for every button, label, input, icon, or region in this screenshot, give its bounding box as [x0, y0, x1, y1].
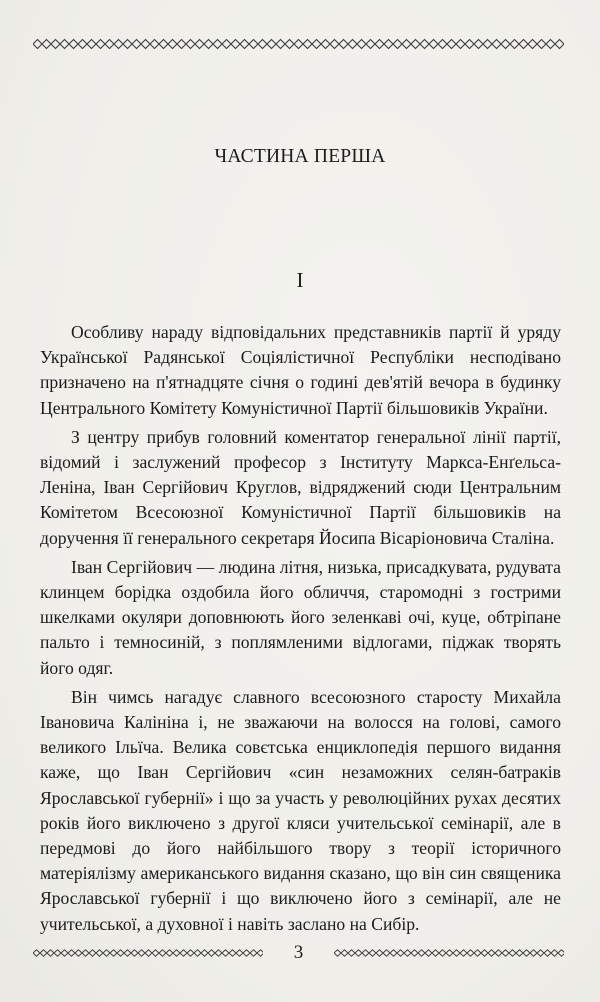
page-number: 3 — [293, 942, 304, 963]
top-border-ornament — [33, 37, 564, 51]
chapter-number: І — [296, 268, 304, 292]
body-text — [40, 320, 561, 937]
footer-ornament-right — [334, 948, 564, 958]
top-ornamental-border — [33, 37, 564, 51]
paragraph: З центру прибув головний коментатор генеральної лінії партії, відомий і заслужений професор з Інституту Маркса-Енґельса-Леніна, Іван Сергійович Круглов, відряджений сюди Центральним Комітетом Всесоюзної Комуністичної Партії більшовиків на доручення її генерального секретаря Йосипа Вісаріоновича Сталіна. — [40, 426, 561, 548]
part-heading: ЧАСТИНА ПЕРША — [214, 146, 386, 167]
paragraph: Іван Сергійович — людина літня, низька, присадкувата, рудувата клинцем борідка оздобила його обличчя, старомодні з гострими шкелками окуляри доповнюють його зеленкаві очі, куце, обтріпане пальто і темносиній, з поплямленими відлогами, піджак творять його одяг. — [40, 556, 561, 678]
paragraph: Особливу нараду відповідальних представників партії й уряду Української Радянської Соціялістичної Республіки несподівано призначено на п'ятнадцяте січня о годині дев'ятій вечора в будинку Центрального Комітету Комуністичної Партії більшовиків України. — [40, 322, 561, 418]
paragraph: Він чимсь нагадує славного всесоюзного старосту Михайла Івановича Калініна і, не зважаючи на волосся на голові, самого великого Ільїча. Велика совєтська енциклопедія першого видання каже, що Іван Сергійович «син незаможних селян-батраків Ярославської губернії» і що за участь у революційних рухах десятих років його виключено з другої кляси учительської семінарії, але в передмові до його найбільшого твору з теорії історичного матеріялізму американського видання сказано, що він син священика Ярославської губернії і що виключено його з семінарії, але не учительської, а духовної і навіть заслано на Сибір. — [40, 686, 561, 934]
page-footer — [33, 939, 564, 967]
